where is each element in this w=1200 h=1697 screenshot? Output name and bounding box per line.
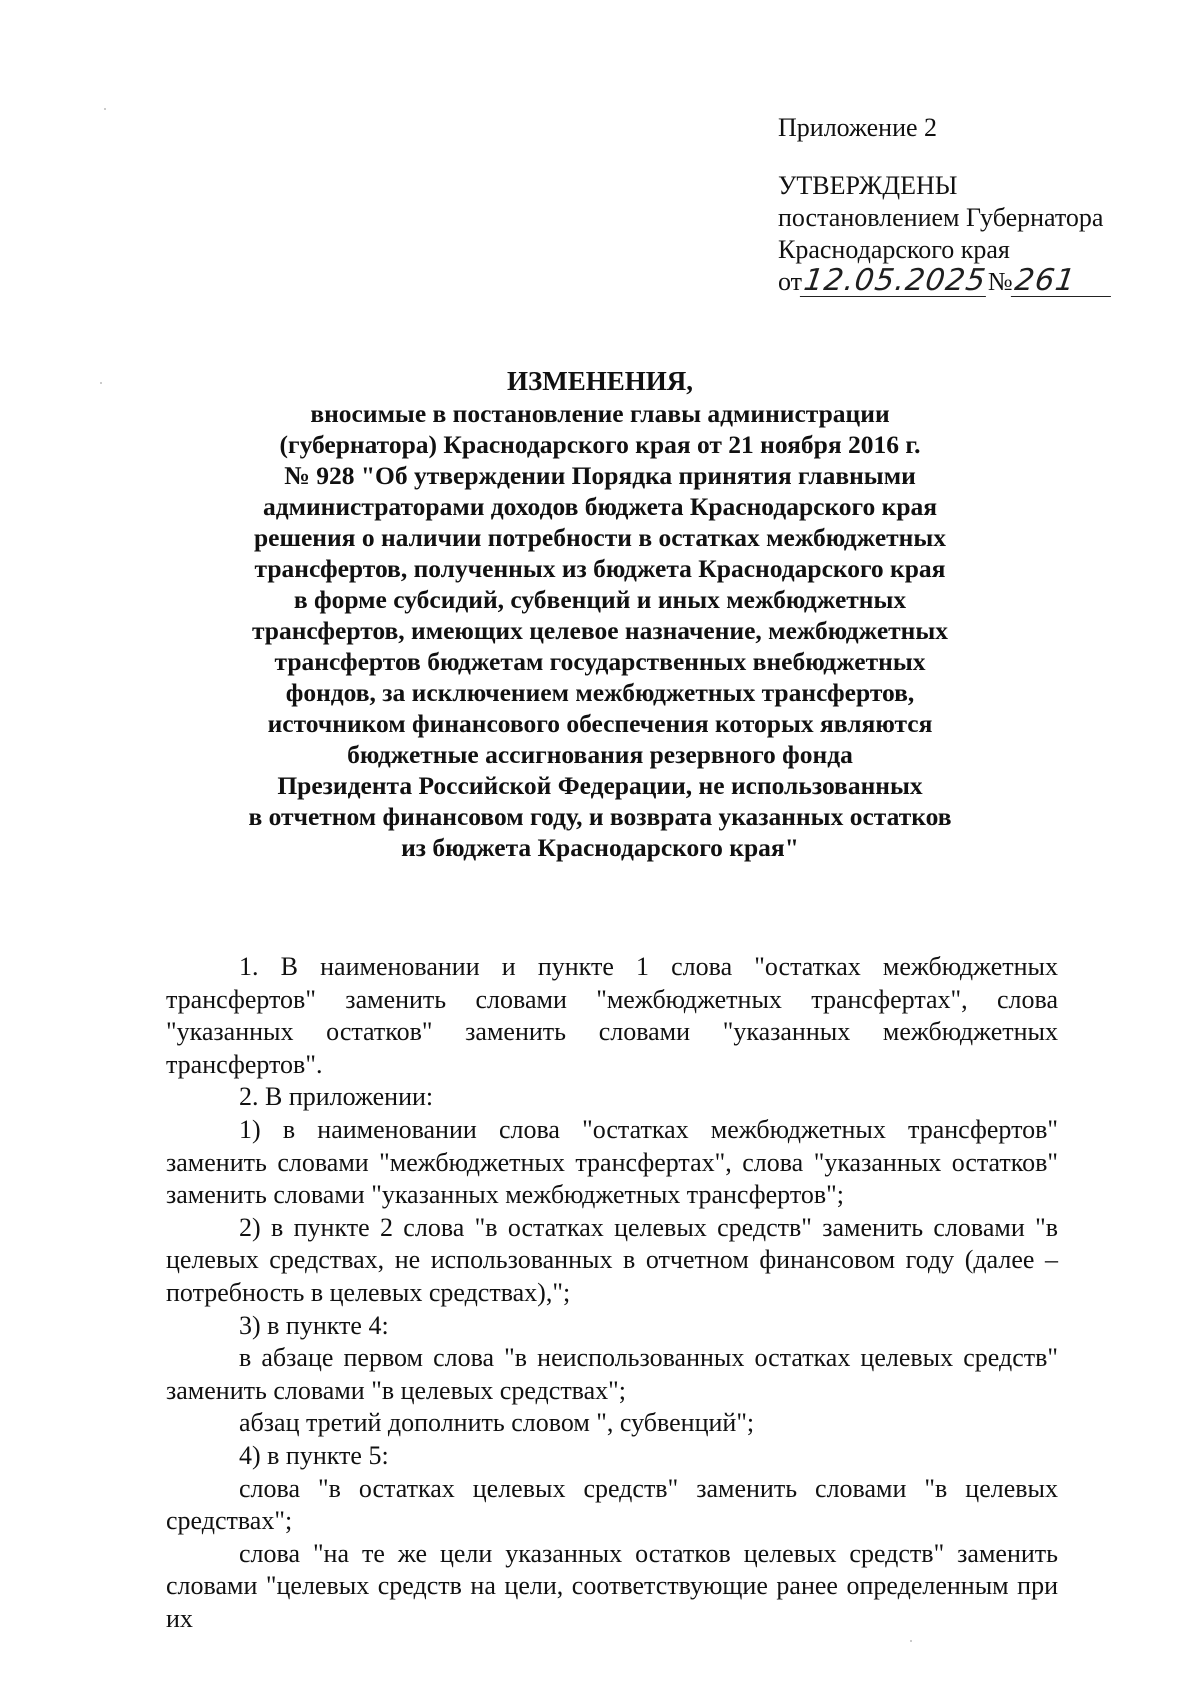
- title-line: (губернатора) Краснодарского края от 21 ноября 2016 г.: [279, 430, 921, 459]
- body-paragraph: 4) в пункте 5:: [239, 1440, 389, 1470]
- title-block: [150, 364, 1050, 863]
- approval-block: [778, 112, 1158, 300]
- body-paragraph: 1. В наименовании и пункте 1 слова "остатках межбюджетных трансфертов" заменить словами "межбюджетных трансфертах", слова "указанных остатков" заменить словами "указанных межбюджетных трансфертов".: [166, 952, 1058, 1079]
- title-line: вносимые в постановление главы администрации: [310, 399, 890, 428]
- body-paragraph: слова "в остатках целевых средств" заменить словами "в целевых средствах";: [166, 1473, 1058, 1536]
- title-line: трансфертов бюджетам государственных внебюджетных: [274, 647, 926, 676]
- scan-speck: [910, 1640, 912, 1642]
- title-line: в форме субсидий, субвенций и иных межбюджетных: [293, 585, 907, 614]
- handwritten-number: 261: [1010, 266, 1114, 297]
- title-line: бюджетные ассигнования резервного фонда: [347, 740, 853, 769]
- body-paragraph: 1) в наименовании слова "остатках межбюджетных трансфертов" заменить словами "межбюджетных трансфертах", слова "указанных остатков" заменить словами "указанных межбюджетных трансфертов";: [166, 1114, 1058, 1210]
- title-line: решения о наличии потребности в остатках межбюджетных: [253, 523, 947, 552]
- approved-label: УТВЕРЖДЕНЫ: [778, 171, 958, 200]
- title-line: фондов, за исключением межбюджетных трансфертов,: [285, 678, 915, 707]
- body-paragraph: 2) в пункте 2 слова "в остатках целевых средств" заменить словами "в целевых средствах, не использованных в отчетном финансовом году (далее – потребность в целевых средствах),";: [166, 1212, 1058, 1307]
- from-label: от: [778, 267, 803, 296]
- scan-speck: [104, 108, 106, 110]
- title-line: трансфертов, полученных из бюджета Краснодарского края: [254, 554, 946, 583]
- body-paragraph: 3) в пункте 4:: [239, 1310, 389, 1340]
- body-text: [166, 951, 1058, 1635]
- decree-label: постановлением Губернатора: [778, 203, 1104, 232]
- title-line: из бюджета Краснодарского края": [401, 833, 799, 862]
- number-label: №: [987, 267, 1013, 296]
- region-label: Краснодарского края: [778, 235, 1010, 264]
- title-line: источником финансового обеспечения которых являются: [267, 709, 933, 738]
- title-line: трансфертов, имеющих целевое назначение, межбюджетных: [251, 616, 949, 645]
- body-paragraph: слова "на те же цели указанных остатков целевых средств" заменить словами "целевых средств на цели, соответствующие ранее определенным при их: [166, 1538, 1058, 1633]
- document-title: ИЗМЕНЕНИЯ,: [506, 366, 693, 396]
- scan-speck: [100, 382, 102, 384]
- body-paragraph: 2. В приложении:: [239, 1082, 434, 1112]
- title-line: в отчетном финансовом году, и возврата указанных остатков: [248, 802, 952, 831]
- title-line: № 928 "Об утверждении Порядка принятия главными: [284, 461, 916, 490]
- body-paragraph: абзац третий дополнить словом ", субвенций";: [239, 1408, 755, 1438]
- body-paragraph: в абзаце первом слова "в неиспользованных остатках целевых средств" заменить словами "в целевых средствах";: [166, 1343, 1058, 1405]
- title-line: Президента Российской Федерации, не использованных: [277, 771, 923, 800]
- title-line: администраторами доходов бюджета Краснодарского края: [262, 492, 938, 521]
- decree-date-number-line: [778, 263, 1158, 300]
- appendix-label: Приложение 2: [778, 113, 938, 142]
- handwritten-date: 12.05.2025: [801, 263, 989, 298]
